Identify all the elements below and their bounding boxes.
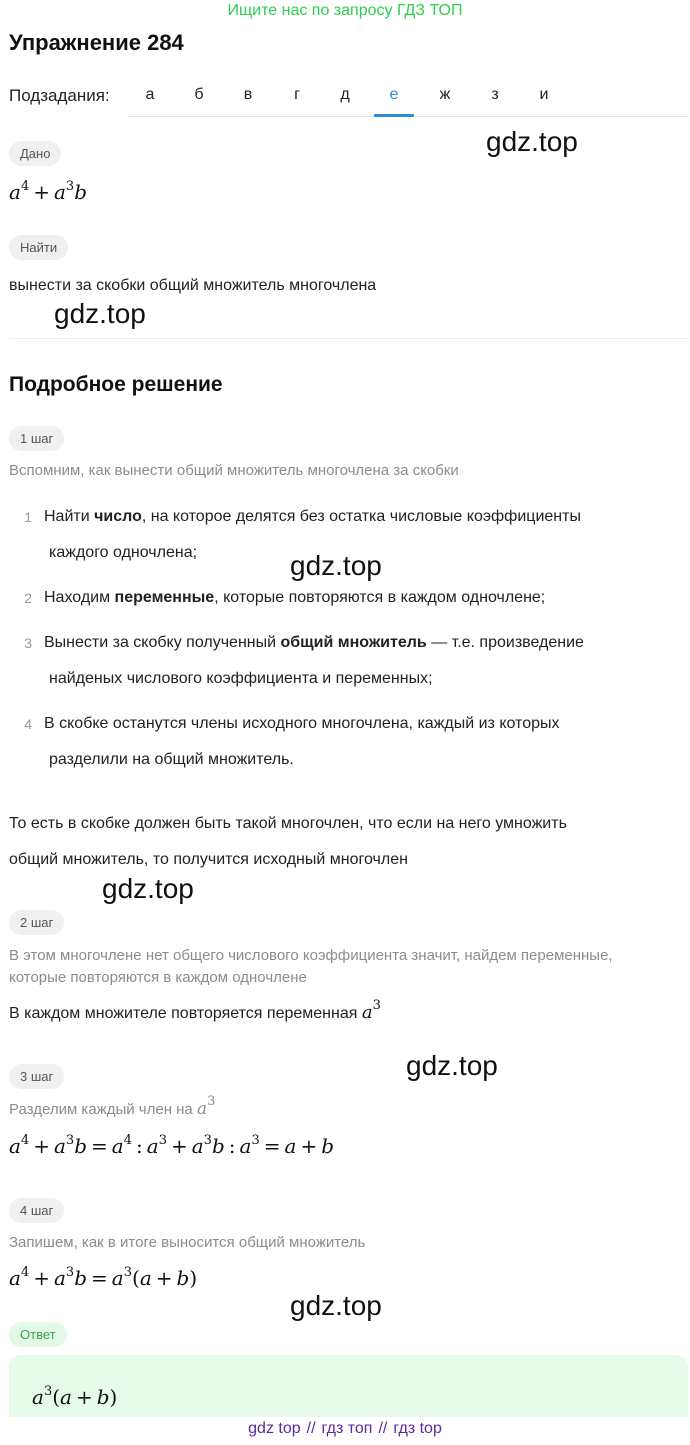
given-pill: Дано: [9, 141, 61, 166]
step4-pill: 4 шаг: [9, 1198, 64, 1223]
step1-pill-wrap: [9, 426, 64, 451]
watermark: gdz.top: [102, 873, 194, 904]
tab-i[interactable]: и: [539, 86, 549, 103]
tab-g[interactable]: г: [294, 86, 300, 103]
step3-var: $a^3$: [196, 1094, 216, 1119]
list-item-4: В скобке останутся члены исходного многочлена, каждый из которых разделили на общий множитель.: [44, 715, 560, 768]
footer-link-2[interactable]: гдз топ: [321, 1420, 373, 1437]
list-item-2: Находим переменные, которые повторяются в каждом одночлене;: [44, 589, 546, 606]
find-pill-wrap: [9, 235, 68, 260]
step2-muted: В этом многочлене нет общего числового коэффициента значит, найдем переменные, которые повторяются в каждом одночлене: [9, 947, 613, 986]
answer-pill-wrap: [9, 1322, 67, 1347]
watermark: gdz.top: [54, 298, 146, 329]
top-banner: Ищите нас по запросу ГДЗ ТОП: [227, 2, 463, 19]
step1-conclusion: То есть в скобке должен быть такой многочлен, что если на него умножить общий множитель, то получится исходный многочлен: [9, 815, 567, 868]
find-pill: Найти: [9, 235, 68, 260]
list-item-4-number: 4: [24, 716, 32, 732]
subtasks-label: Подзадания:: [9, 86, 110, 105]
step3-expression: $a^4 + a^3b = a^4$ : $a^3 + a^3b$ : $a^3 = a + b$: [9, 1133, 335, 1158]
list-item-3: Вынести за скобку полученный общий множитель — т.е. произведение найденых числового коэффициента и переменных;: [44, 634, 584, 687]
solution-title: Подробное решение: [9, 373, 223, 396]
step2-text: В каждом множителе повторяется переменная $a^3$: [9, 998, 381, 1023]
step4-expression: $a^4 + a^3b = a^3(a + b)$: [9, 1265, 198, 1290]
tab-a[interactable]: а: [145, 86, 155, 103]
step3-pill: 3 шаг: [9, 1064, 64, 1089]
step3-muted: Разделим каждый член на $a^3$: [9, 1094, 216, 1119]
tab-b[interactable]: б: [194, 86, 204, 103]
watermark: gdz.top: [406, 1050, 498, 1081]
find-text: вынести за скобки общий множитель многочлена: [9, 277, 377, 294]
given-pill-wrap: [9, 141, 61, 166]
list-item-1: Найти число, на которое делятся без остатка числовые коэффициенты каждого одночлена;: [44, 508, 581, 561]
given-expression: $a^4 + a^3b$: [9, 179, 88, 204]
list-item-1-number: 1: [24, 509, 32, 525]
section-divider: [9, 338, 688, 339]
watermark: gdz.top: [486, 126, 578, 157]
page-title: Упражнение 284: [9, 30, 184, 55]
step1-pill: 1 шаг: [9, 426, 64, 451]
answer-expression: $a^3(a + b)$: [32, 1384, 118, 1409]
step2-var: $a^3$: [361, 998, 381, 1023]
step3-pill-wrap: [9, 1064, 64, 1089]
tab-v[interactable]: в: [243, 86, 253, 103]
tab-d[interactable]: д: [340, 86, 350, 103]
step4-pill-wrap: [9, 1198, 64, 1223]
footer-links: gdz top // гдз топ // гдз top: [248, 1420, 442, 1437]
watermark: gdz.top: [290, 1290, 382, 1321]
step2-pill: 2 шаг: [9, 910, 64, 935]
tab-zh[interactable]: ж: [439, 86, 451, 103]
watermark: gdz.top: [290, 550, 382, 581]
answer-pill: Ответ: [9, 1322, 67, 1347]
list-item-2-number: 2: [24, 590, 32, 606]
step4-muted: Запишем, как в итоге выносится общий множитель: [9, 1234, 366, 1251]
step1-intro: Вспомним, как вынести общий множитель многочлена за скобки: [9, 462, 459, 479]
step2-pill-wrap: [9, 910, 64, 935]
footer-link-1[interactable]: gdz top: [248, 1420, 301, 1437]
list-item-3-number: 3: [24, 635, 32, 651]
subtasks-tabs: [128, 80, 688, 117]
footer-link-3[interactable]: гдз top: [393, 1420, 442, 1437]
tab-z[interactable]: з: [491, 86, 499, 103]
tab-e[interactable]: е: [374, 86, 414, 104]
